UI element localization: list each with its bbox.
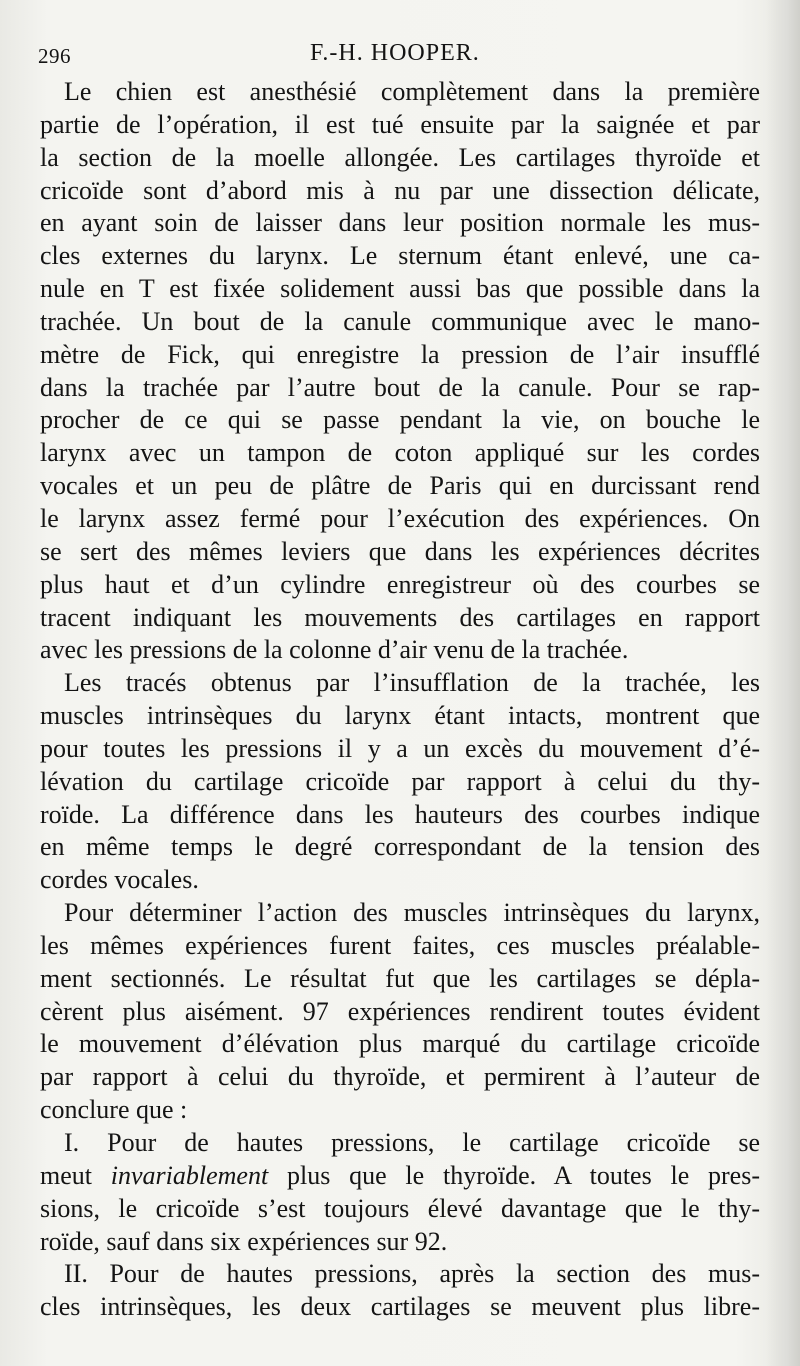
text-line: se sert des mêmes leviers que dans les expériences décrites	[40, 536, 760, 566]
text-line: cordes vocales.	[40, 865, 199, 895]
text-fragment: plus que le thyroïde. A toutes le pres-	[286, 1160, 760, 1190]
text-line: mètre de Fick, qui enregistre la pression de l’air insufflé	[40, 339, 760, 369]
text-line: partie de l’opération, il est tué ensuite par la saignée et par	[40, 109, 760, 139]
text-line	[40, 1160, 760, 1193]
text-line: en ayant soin de laisser dans leur position normale les mus-	[40, 208, 760, 238]
text-line: procher de ce qui se passe pendant la vie, on bouche le	[40, 405, 760, 435]
page-edge-shadow	[766, 0, 800, 1366]
text-line: Les tracés obtenus par l’insufflation de la trachée, les	[64, 668, 760, 698]
text-line: cèrent plus aisément. 97 expériences rendirent toutes évident	[40, 996, 760, 1026]
text-line: le larynx assez fermé pour l’exécution des expériences. On	[40, 503, 760, 533]
text-line: II. Pour de hautes pressions, après la section des mus-	[64, 1259, 760, 1289]
text-line: pour toutes les pressions il y a un excès du mouvement d’é-	[40, 733, 760, 763]
text-line: avec les pressions de la colonne d’air venu de la trachée.	[40, 635, 629, 665]
text-line: en même temps le degré correspondant de la tension des	[40, 832, 760, 862]
text-line: tracent indiquant les mouvements des cartilages en rapport	[40, 602, 760, 632]
text-line: les mêmes expériences furent faites, ces muscles préalable-	[40, 930, 760, 960]
text-fragment: meut	[40, 1160, 92, 1190]
text-line: larynx avec un tampon de coton appliqué sur les cordes	[40, 438, 760, 468]
text-line: cles externes du larynx. Le sternum étant enlevé, une ca-	[40, 241, 760, 271]
text-line: par rapport à celui du thyroïde, et permirent à l’auteur de	[40, 1062, 760, 1092]
text-line: muscles intrinsèques du larynx étant intacts, montrent que	[40, 701, 760, 731]
text-line: le mouvement d’élévation plus marqué du cartilage cricoïde	[40, 1029, 760, 1059]
text-line: dans la trachée par l’autre bout de la canule. Pour se rap-	[40, 372, 760, 402]
body-text	[40, 76, 760, 1324]
text-line: conclure que :	[40, 1095, 188, 1125]
text-line: plus haut et d’un cylindre enregistreur où des courbes se	[40, 569, 760, 599]
text-line: roïde, sauf dans six expériences sur 92.	[40, 1226, 448, 1256]
text-line: ment sectionnés. Le résultat fut que les cartilages se dépla-	[40, 963, 760, 993]
text-line: trachée. Un bout de la canule communique avec le mano-	[40, 306, 760, 336]
text-line: Le chien est anesthésié complètement dans la première	[64, 77, 760, 106]
emphasized-word: invariablement	[110, 1160, 269, 1190]
text-line: vocales et un peu de plâtre de Paris qui en durcissant rend	[40, 471, 760, 501]
text-line: I. Pour de hautes pressions, le cartilage cricoïde se	[64, 1128, 760, 1157]
text-line: sions, le cricoïde s’est toujours élevé davantage que le thy-	[40, 1193, 760, 1223]
running-head: F.-H. HOOPER.	[310, 40, 480, 66]
page-number: 296	[38, 44, 71, 68]
text-line: la section de la moelle allongée. Les cartilages thyroïde et	[40, 142, 760, 172]
text-line: Pour déterminer l’action des muscles intrinsèques du larynx,	[64, 898, 760, 928]
text-line: lévation du cartilage cricoïde par rapport à celui du thy-	[40, 766, 760, 796]
text-line: nule en T est fixée solidement aussi bas que possible dans la	[40, 274, 760, 304]
page-header	[38, 40, 760, 74]
text-line: cricoïde sont d’abord mis à nu par une dissection délicate,	[40, 175, 760, 205]
text-line: roïde. La différence dans les hauteurs des courbes indique	[40, 799, 760, 829]
text-line: cles intrinsèques, les deux cartilages se meuvent plus libre-	[40, 1292, 760, 1322]
